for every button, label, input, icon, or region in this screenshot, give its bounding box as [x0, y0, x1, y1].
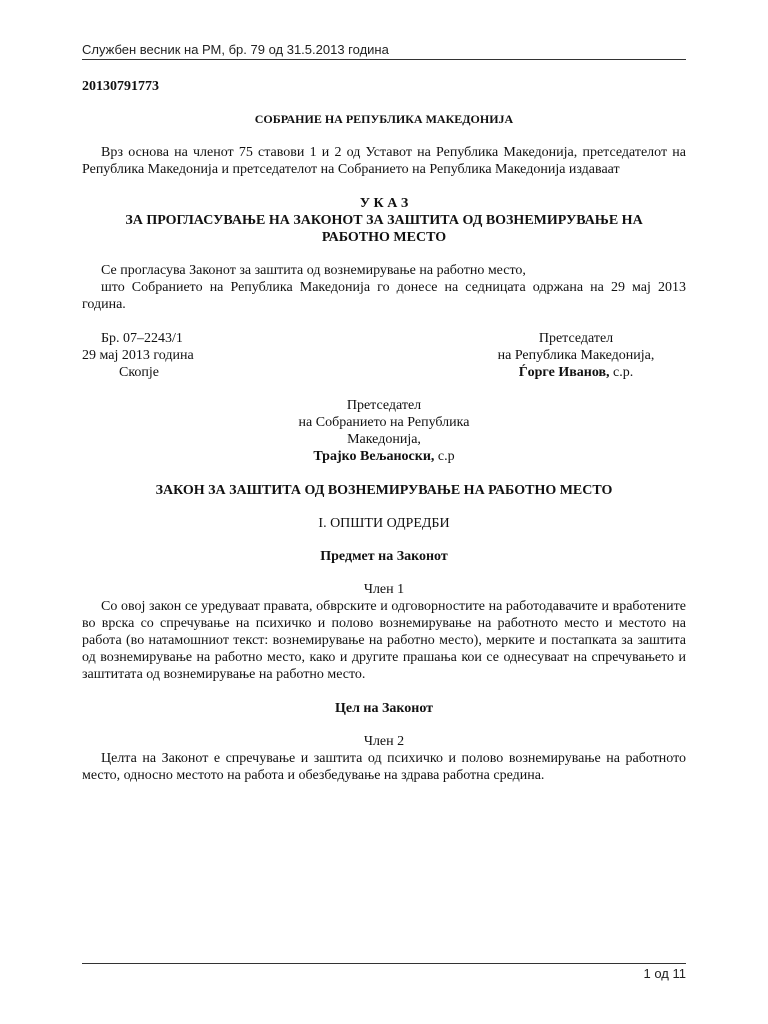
chapter-heading: I. ОПШТИ ОДРЕДБИ	[318, 516, 450, 531]
president-suffix: с.р.	[609, 365, 634, 380]
assembly-president-suffix: с.р	[434, 449, 455, 464]
law-title: ЗАКОН ЗА ЗАШТИТА ОД ВОЗНЕМИРУВАЊЕ НА РАБОТНО МЕСТО	[155, 483, 613, 498]
section-heading-purpose: Цел на Законот	[334, 701, 434, 716]
decree-place: Скопје	[119, 365, 160, 380]
ukaz-subtitle-line2: РАБОТНО МЕСТО	[321, 230, 447, 245]
article-1-text: Со овој закон се уредуваат правата, обврските и одговорностите на работодавачите и вработените во врска со спречување на психичко и полово вознемирување на работното место и местото на работа (во натамошниот текст: вознемирување на работно место), мерките и постапката за заштита од вознемирување на работно место, како и другите прашања кои се однесуваат на спречувањето и заштитата од вознемирување на работно место.	[82, 599, 686, 682]
signature-left	[82, 330, 282, 381]
assembly-president-of2: Македонија,	[347, 432, 421, 447]
president-name: Ѓорге Иванов,	[518, 365, 610, 380]
issuer-heading: СОБРАНИЕ НА РЕПУБЛИКА МАКЕДОНИЈА	[254, 112, 514, 126]
header-divider	[82, 59, 686, 60]
president-of: на Република Македонија,	[497, 348, 655, 363]
preamble-paragraph: Врз основа на членот 75 ставови 1 и 2 од Уставот на Република Македонија, претседателот на Република Македонија и претседателот на Собранието на Република Македонија издаваат	[82, 145, 686, 177]
footer-divider	[82, 963, 686, 964]
signature-block	[82, 330, 686, 381]
assembly-president-name: Трајко Вељаноски,	[313, 449, 435, 464]
signature-president	[466, 330, 686, 381]
decree-number: Бр. 07–2243/1	[101, 331, 183, 346]
document-body	[82, 78, 686, 784]
proclamation-line1: Се прогласува Законот за заштита од вознемирување на работно место,	[101, 263, 526, 278]
article-2-label: Член 2	[363, 734, 405, 749]
article-1-label: Член 1	[363, 582, 405, 597]
article-2-text: Целта на Законот е спречување и заштита од психичко и полово вознемирување на работното место, односно местото на работа и обезбедување на здрава работна средина.	[82, 751, 686, 783]
assembly-president-title: Претседател	[346, 398, 422, 413]
ukaz-subtitle-line1: ЗА ПРОГЛАСУВАЊЕ НА ЗАКОНОТ ЗА ЗАШТИТА ОД ВОЗНЕМИРУВАЊЕ НА	[125, 213, 643, 228]
assembly-president-of1: на Собранието на Република	[298, 415, 470, 430]
section-heading-subject: Предмет на Законот	[320, 549, 448, 564]
ukaz-title: У К А З	[359, 196, 409, 211]
document-number: 20130791773	[82, 79, 159, 94]
signature-assembly	[82, 397, 686, 465]
gazette-header: Службен весник на РМ, бр. 79 од 31.5.2013 година	[82, 42, 389, 57]
page-number: 1 од 11	[643, 966, 686, 981]
proclamation-line2: што Собранието на Република Македонија го донесе на седницата одржана на 29 мај 2013 година.	[82, 280, 686, 312]
president-title: Претседател	[538, 331, 614, 346]
decree-date: 29 мај 2013 година	[82, 348, 194, 363]
